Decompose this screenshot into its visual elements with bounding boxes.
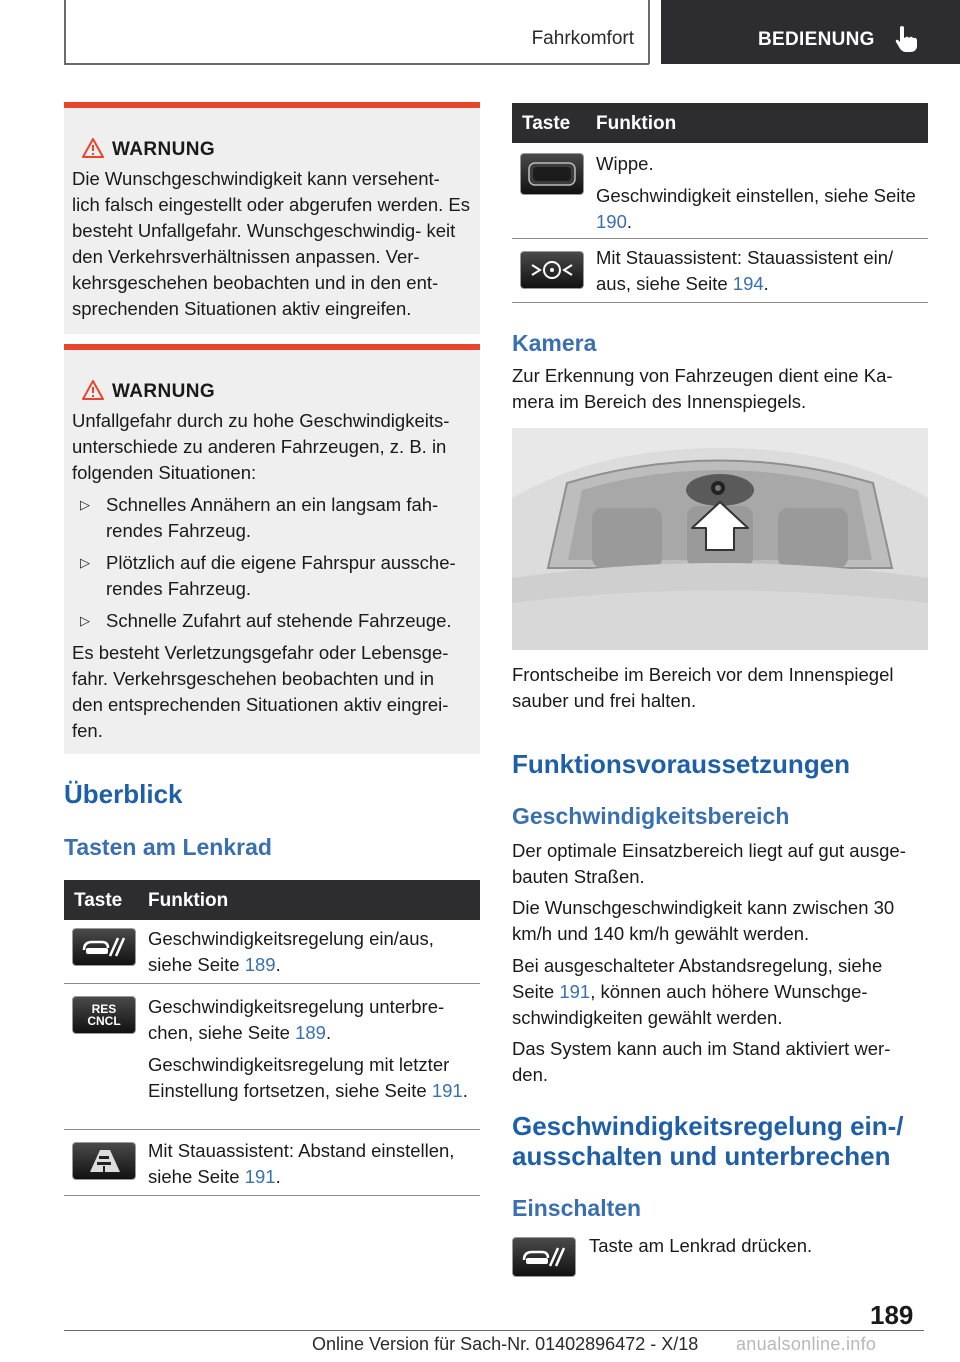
requirements-paragraph: Die Wunschgeschwindigkeit kann zwischen 30 km/h und 140 km/h gewählt werden.	[512, 897, 895, 944]
warning-box-speed-setting	[64, 102, 480, 334]
function-text: Wippe. Geschwindigkeit einstellen, siehe Seite 190.	[596, 153, 916, 232]
column-header-button: Taste	[522, 113, 571, 134]
section-heading-overview: Überblick	[64, 779, 183, 809]
steering-buttons-table-continued	[512, 103, 928, 303]
page-link[interactable]: 191	[431, 1080, 463, 1101]
list-item: ▷ Plötzlich auf die eigene Fahrspur ausschе- rendes Fahrzeug.	[80, 552, 456, 599]
warning-title: WARNUNG	[72, 380, 470, 404]
list-item: ▷ Schnelle Zufahrt auf stehende Fahrzeuge.	[72, 608, 470, 634]
header-section-title: Fahrkomfort	[531, 28, 634, 49]
page-link[interactable]: 191	[559, 981, 591, 1002]
res-cncl-icon: RES CNCL	[72, 996, 136, 1034]
function-text: Mit Stauassistent: Stauassistent ein/ aus, siehe Seite 194.	[596, 247, 894, 294]
table-row	[64, 1130, 480, 1196]
watermark: anualsonline.info	[736, 1334, 877, 1354]
warning-title: WARNUNG	[72, 138, 470, 162]
table-row	[512, 143, 928, 239]
cruise-control-icon	[512, 1237, 576, 1277]
function-text: Mit Stauassistent: Abstand einstellen, siehe Seite 191.	[148, 1140, 455, 1187]
section-heading-requirements: Funktionsvoraussetzungen	[512, 749, 851, 779]
page-link[interactable]: 189	[244, 954, 276, 975]
warning-intro: Unfallgefahr durch zu hohe Geschwindigkeits- unterschiede zu anderen Fahrzeugen, z. B. in folgenden Situationen:	[72, 410, 450, 483]
cruise-control-icon	[72, 928, 136, 966]
header-frame-right	[648, 0, 650, 64]
table-row	[512, 239, 928, 303]
page-number: 189	[870, 1300, 914, 1330]
table-row	[64, 984, 480, 1130]
table-header	[64, 880, 480, 920]
warning-box-speed-difference	[64, 344, 480, 754]
page-link[interactable]: 191	[244, 1166, 276, 1187]
column-header-button: Taste	[74, 890, 123, 911]
pointing-hand-icon	[894, 25, 920, 53]
warning-text: Die Wunschgeschwindigkeit kann versehent- lich falsch eingestellt oder abgerufen werden. Es besteht Unfallgefahr. Wunschgeschwindig- keit den Verkehrsverhältnissen anpassen. Ver- kehrsgeschehen beobachten und in den ent- sprechenden Situationen aktiv eingreifen.	[72, 168, 470, 319]
list-item: ▷ Schnelles Annähern an ein langsam fah- rendes Fahrzeug.	[80, 494, 439, 541]
camera-text: Zur Erkennung von Fahrzeugen dient eine Ka- mera im Bereich des Innenspiegels.	[512, 365, 893, 412]
warning-triangle-icon	[82, 380, 104, 400]
page-link[interactable]: 189	[295, 1022, 326, 1043]
function-text: Geschwindigkeitsregelung ein/aus, siehe Seite 189.	[148, 928, 434, 975]
warning-bullet-list	[72, 492, 470, 634]
warning-outro: Es besteht Verletzungsgefahr oder Lebensge- fahr. Verkehrsgeschehen beobachten und in den entsprechenden Situationen aktiv eingrei- fen.	[72, 642, 449, 741]
requirements-paragraph: Das System kann auch im Stand aktiviert wer- den.	[512, 1038, 891, 1085]
subheading-camera: Kamera	[512, 330, 597, 356]
requirements-paragraph: Der optimale Einsatzbereich liegt auf gut ausge- bauten Straßen.	[512, 840, 906, 887]
warning-triangle-icon	[82, 138, 104, 158]
requirements-paragraph: Bei ausgeschalteter Abstandsregelung, siehe Seite 191, können auch höhere Wunschge- schwindigkeiten gewählt werden.	[512, 955, 883, 1028]
distance-icon	[72, 1142, 136, 1180]
subheading-speed-range: Geschwindigkeitsbereich	[512, 803, 790, 829]
switch-on-instruction: Taste am Lenkrad drücken.	[589, 1235, 813, 1256]
page-link[interactable]: 190	[596, 211, 627, 232]
footer-divider	[64, 1330, 924, 1331]
function-text: Geschwindigkeitsregelung unterbre- chen, siehe Seite 189. Geschwindigkeitsregelung mit letzter Einstellung fortsetzen, siehe Seite 191.	[148, 996, 468, 1101]
subheading-switch-on: Einschalten	[512, 1195, 642, 1221]
page-link[interactable]: 194	[732, 273, 764, 294]
rocker-switch-icon	[520, 153, 584, 195]
header-frame-left	[64, 0, 66, 64]
windshield-camera-illustration	[512, 428, 928, 650]
header-chapter-title: BEDIENUNG	[758, 29, 875, 50]
footer-online-version: Online Version für Sach-Nr. 01402896472 - X/18	[312, 1334, 699, 1354]
table-header	[512, 103, 928, 143]
steering-buttons-table	[64, 880, 480, 1196]
header-frame-bottom	[64, 63, 649, 65]
triangle-bullet-icon: ▷	[80, 497, 90, 512]
camera-caption: Frontscheibe im Bereich vor dem Innenspiegel sauber und frei halten.	[512, 664, 894, 711]
triangle-bullet-icon: ▷	[80, 613, 90, 628]
section-heading-switching: Geschwindigkeitsregelung ein-/ ausschalten und unterbrechen	[512, 1111, 904, 1171]
column-header-function: Funktion	[148, 890, 229, 911]
triangle-bullet-icon: ▷	[80, 555, 90, 570]
table-row	[64, 920, 480, 984]
subheading-steering-buttons: Tasten am Lenkrad	[64, 834, 272, 860]
column-header-function: Funktion	[596, 113, 677, 134]
traffic-jam-assistant-icon	[520, 251, 584, 289]
